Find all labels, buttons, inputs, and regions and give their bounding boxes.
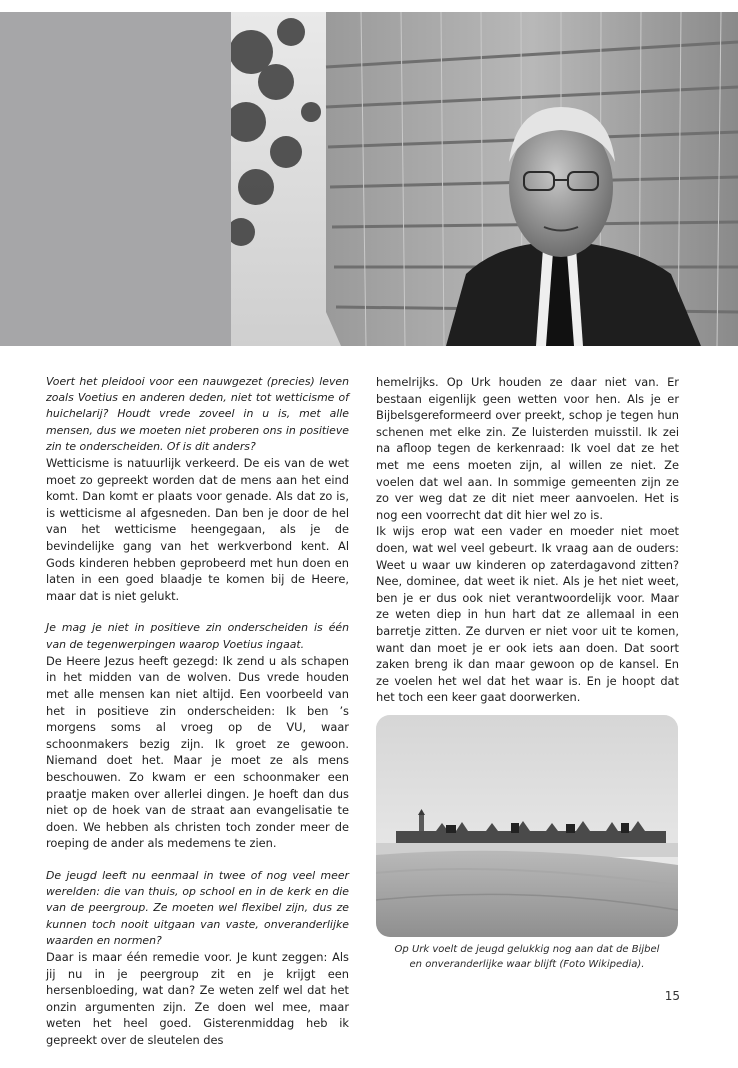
caption-line-2: en onveranderlijke waar blijft (Foto Wikipedia). [409, 958, 645, 970]
left-text-column [46, 374, 349, 1048]
interview-question-2: Je mag je niet in positieve zin onderscheiden is één van de tegenwerpingen waarop Voetius ingaat. [46, 621, 349, 651]
paragraph-spacer [46, 852, 349, 868]
interview-answer-1: Wetticisme is natuurlijk verkeerd. De eis van de wet moet zo gepreekt worden dat de mens aan het eind komt. Dan komt er plaats voor genade. Als dat zo is, is wetticisme al afgesneden. Dan ben je door de hel van het wetticisme heengegaan, als je de bevindelijke gang van het werkverbond kent. Al Gods kinderen hebben geprobeerd met hun doen en laten in een goed blaadje te komen bij de Heere, maar dat is niet gelukt. [46, 456, 349, 603]
interview-answer-2: De Heere Jezus heeft gezegd: Ik zend u als schapen in het midden van de wolven. Dus vrede houden met alle mensen kan niet altijd. Een voorbeeld van het in positieve zin onderscheiden: Ik ben ’s morgens soms al vroeg op de VU, waar schoonmakers bezig zijn. Ik groet ze gewoon. Niemand doet het. Maar je moet ze als mens beschouwen. Zo kwam er een schoonmaker een praatje maken over allerlei dingen. Je hoeft dan dus niet op de hoek van de straat aan evangelisatie te doen. We hebben als christen toch zonder meer de roeping de ander als medemens te zien. [46, 653, 349, 851]
interview-question-1: Voert het pleidooi voor een nauwgezet (precies) leven zoals Voetius en anderen deden, niet tot wetticisme of huichelarij? Houdt vrede zoveel in u is, met alle mensen, dus we moeten niet proberen ons in positieve zin te onderscheiden. Of is dit anders? [46, 375, 349, 453]
urk-photo-image [376, 715, 678, 937]
portrait-photo-image [231, 12, 738, 346]
right-text-column [376, 374, 679, 706]
urk-harbour-photo [376, 715, 678, 937]
interview-answer-3: Daar is maar één remedie voor. Je kunt zeggen: Als jij nu in je peergroup zit en je krijgt een hersenbloeding, wat dan? Ze weten zelf wel dat het onzin argumenten zijn. Ze doen wel mee, maar weten het heel goed. Gisterenmiddag heb ik gepreekt over de sleutelen des [46, 949, 349, 1047]
right-paragraph-1: hemelrijks. Op Urk houden ze daar niet van. Er bestaan eigenlijk geen wetten voor hen. Als je er Bijbelsgereformeerd over preekt, schop je tegen hun schenen met elke zin. Ze luisterden muisstil. Ik zei na afloop tegen de kerkenraad: Ik voel dat ze het met me eens moeten zijn, al willen ze niet. Ze voelen dat wel aan. In sommige gemeenten zijn ze zo ver weg dat ze dit niet meer aanvoelen. Het is nog een voorrecht dat dit hier wel zo is. [376, 375, 679, 522]
photo-caption [376, 943, 678, 972]
grey-color-block [0, 12, 231, 346]
caption-line-1: Op Urk voelt de jeugd gelukkig nog aan dat de Bijbel [394, 944, 660, 955]
right-paragraph-2: Ik wijs erop wat een vader en moeder niet moet doen, wat wel veel gebeurt. Ik vraag aan de ouders: Weet u waar uw kinderen op zaterdagavond zitten? Nee, dominee, dat weet ik niet. Als je het niet weet, ben je er dus ook niet verantwoordelijk voor. Maar ze weten diep in hun hart dat ze allemaal in een barretje zitten. Ze durven er niet voor uit te komen, want dan moet je er ook iets aan doen. Dat soort zaken breng ik dan maar gewoon op de kansel. En ze voelen het wel dat het waar is. En je hoopt dat het toch een keer gaat doorwerken. [376, 524, 679, 705]
paragraph-spacer [46, 604, 349, 620]
interview-question-3: De jeugd leeft nu eenmaal in twee of nog veel meer werelden: die van thuis, op school en in de kerk en die van de peergroup. Ze moeten wel flexibel zijn, dus ze kunnen toch nooit uitgaan van vaste, onveranderlijke waarden en normen? [46, 868, 349, 947]
header-portrait-photo [231, 12, 738, 346]
page-number: 15 [664, 989, 680, 1003]
